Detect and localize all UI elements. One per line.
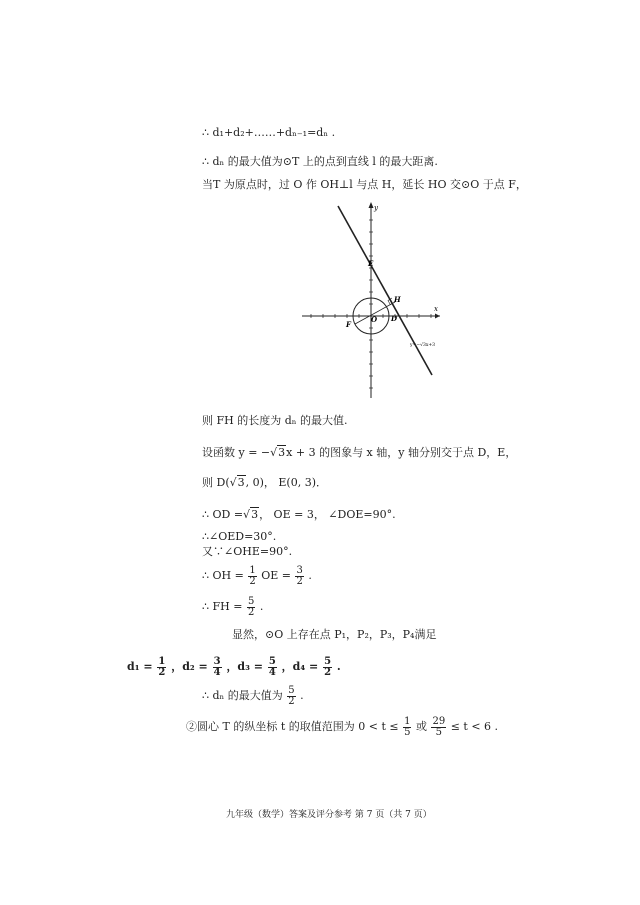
line-fh: ∴ FH = $\frac{5}{2}$ .	[202, 595, 264, 618]
point-h-label: H	[394, 295, 401, 304]
line-fh-max: 则 FH 的长度为 dₙ 的最大值.	[202, 414, 348, 427]
x-axis-label: x	[434, 305, 438, 313]
point-e-label: E	[368, 259, 374, 268]
point-f-label: F	[346, 320, 351, 329]
page-footer: 九年级（数学）答案及评分参考 第 7 页（共 7 页）	[226, 810, 432, 820]
line-function: 设函数 y = −√3x + 3 的图象与 x 轴，y 轴分别交于点 D，E，	[202, 446, 517, 459]
line-max-distance: ∴ dₙ 的最大值为⊙T 上的点到直线 l 的最大距离.	[202, 155, 438, 168]
coordinate-graph	[300, 200, 442, 400]
line-od-oe: ∴ OD =√3， OE = 3， ∠DOE=90°.	[202, 508, 396, 521]
line-angle-oed: ∴∠OED=30°.	[202, 530, 277, 543]
line-points-de: 则 D(√3, 0)， E(0, 3)．	[202, 476, 328, 489]
line-points-p: 显然，⊙O 上存在点 P₁，P₂，P₃，P₄满足	[232, 628, 437, 641]
line-equation-label: y=−√3x+3	[410, 343, 435, 348]
line-oh: ∴ OH = $\frac{1}{2}$ OE = $\frac{3}{2}$ .	[202, 564, 312, 587]
line-angle-ohe: 又∵∠OHE=90°.	[202, 545, 293, 558]
x-axis-arrow	[435, 314, 440, 319]
line-sum-distances: ∴ d₁+d₂+……+dₙ₋₁=dₙ .	[202, 126, 336, 139]
point-o-label: O	[371, 315, 378, 324]
line-dn-max: ∴ dₙ 的最大值为 $\frac{5}{2}$ .	[202, 684, 304, 707]
y-axis-label: y	[374, 204, 378, 212]
y-axis-arrow	[369, 202, 374, 208]
line-l	[338, 206, 432, 375]
line-d-values: d₁ = $\frac{1}{2}$ ，d₂ = $\frac{3}{4}$ ，d₃ = $\frac{5}{4}$ ，d₄ = $\frac{5}{2}$ .	[127, 655, 341, 678]
line-construction: 当T 为原点时，过 O 作 OH⊥l 与点 H，延长 HO 交⊙O 于点 F，	[202, 178, 527, 191]
line-t-range: ②圆心 T 的纵坐标 t 的取值范围为 0 < t ≤ $\frac{1}{5}$ 或 $\frac{29}{5}$ ≤ t < 6 .	[186, 715, 499, 738]
point-d-label: D	[391, 314, 398, 323]
